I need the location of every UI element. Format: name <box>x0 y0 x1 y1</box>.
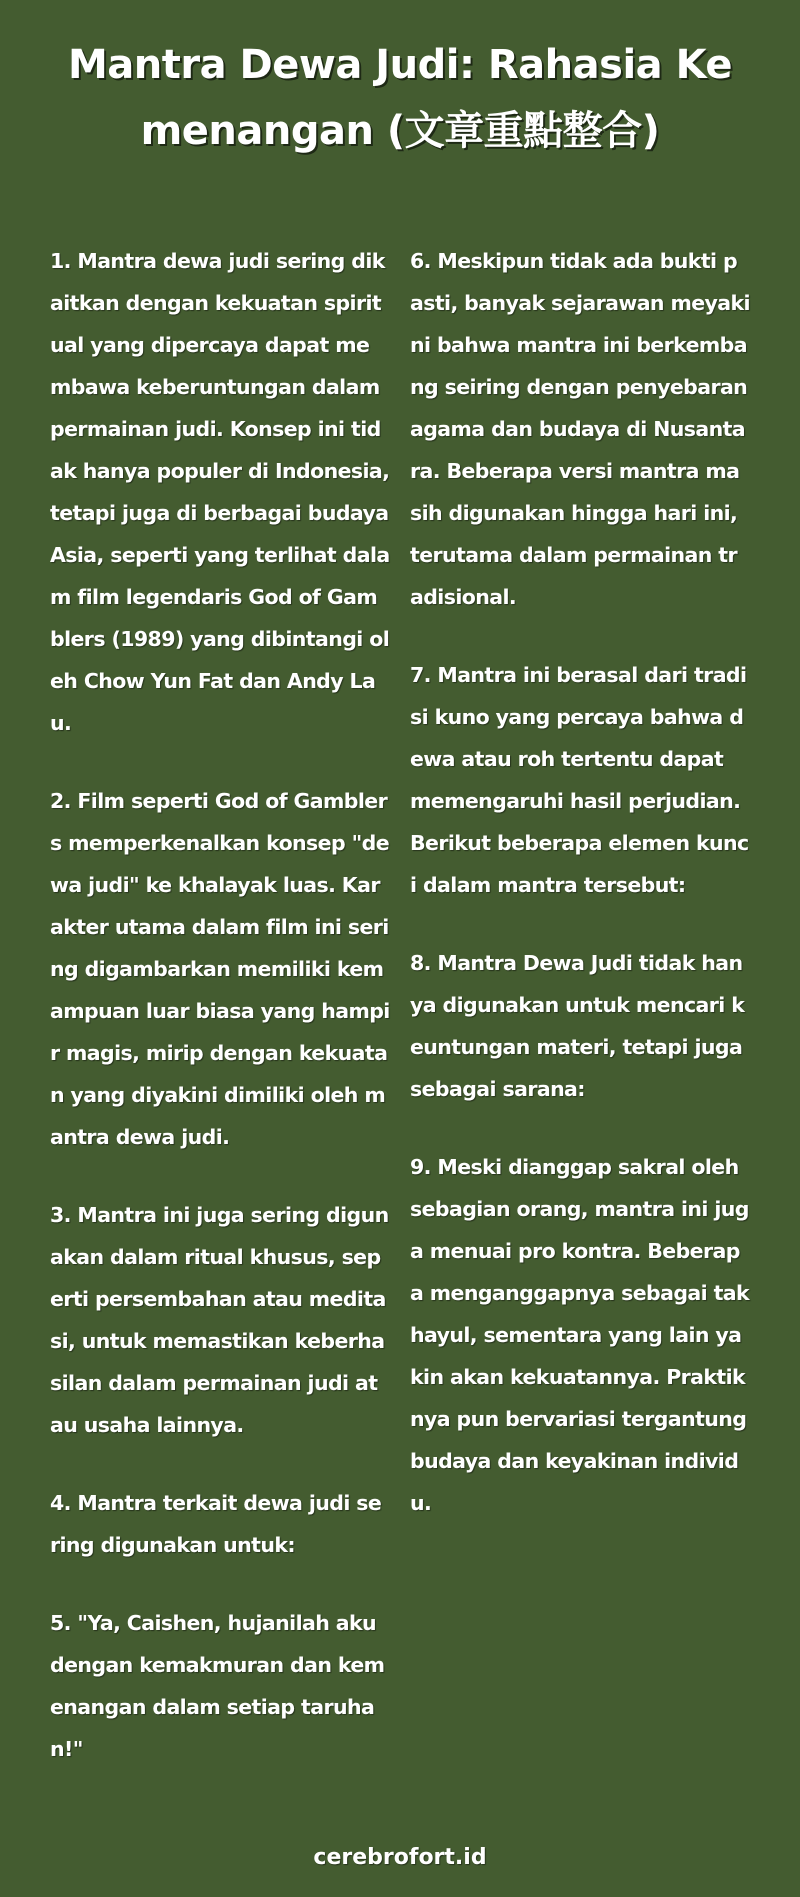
paragraph-2: 2. Film seperti God of Gamblers memperkenalkan konsep "dewa judi" ke khalayak luas. Karakter utama dalam film ini sering digambarkan memiliki kemampuan luar biasa yang hampir magis, mirip dengan kekuatan yang diyakini dimiliki oleh mantra dewa judi. <box>50 789 390 1149</box>
paragraph-4: 4. Mantra terkait dewa judi sering digunakan untuk: <box>50 1491 382 1557</box>
content-columns <box>50 240 750 1806</box>
paragraph-9: 9. Meski dianggap sakral oleh sebagian orang, mantra ini juga menuai pro kontra. Beberapa menganggapnya sebagai takhayul, sementara yang lain yakin akan kekuatannya. Praktiknya pun bervariasi tergantung budaya dan keyakinan individu. <box>410 1155 750 1515</box>
paragraph-1: 1. Mantra dewa judi sering dikaitkan dengan kekuatan spiritual yang dipercaya dapat membawa keberuntungan dalam permainan judi. Konsep ini tidak hanya populer di Indonesia, tetapi juga di berbagai budaya Asia, seperti yang terlihat dalam film legendaris God of Gamblers (1989) yang dibintangi oleh Chow Yun Fat dan Andy Lau. <box>50 249 390 735</box>
right-column <box>410 240 750 1806</box>
paragraph-5: 5. "Ya, Caishen, hujanilah aku dengan kemakmuran dan kemenangan dalam setiap taruhan!" <box>50 1611 385 1761</box>
paragraph-3: 3. Mantra ini juga sering digunakan dalam ritual khusus, seperti persembahan atau meditasi, untuk memastikan keberhasilan dalam permainan judi atau usaha lainnya. <box>50 1203 389 1437</box>
page-title: Mantra Dewa Judi: Rahasia Kemenangan (文章重點整合) <box>68 42 732 154</box>
paragraph-7: 7. Mantra ini berasal dari tradisi kuno yang percaya bahwa dewa atau roh tertentu dapat memengaruhi hasil perjudian. Berikut beberapa elemen kunci dalam mantra tersebut: <box>410 663 749 897</box>
site-footer: cerebrofort.id <box>313 1845 487 1870</box>
paragraph-8: 8. Mantra Dewa Judi tidak hanya digunakan untuk mencari keuntungan materi, tetapi juga sebagai sarana: <box>410 951 745 1101</box>
left-column <box>50 240 390 1806</box>
paragraph-6: 6. Meskipun tidak ada bukti pasti, banyak sejarawan meyakini bahwa mantra ini berkembang seiring dengan penyebaran agama dan budaya di Nusantara. Beberapa versi mantra masih digunakan hingga hari ini, terutama dalam permainan tradisional. <box>410 249 750 609</box>
